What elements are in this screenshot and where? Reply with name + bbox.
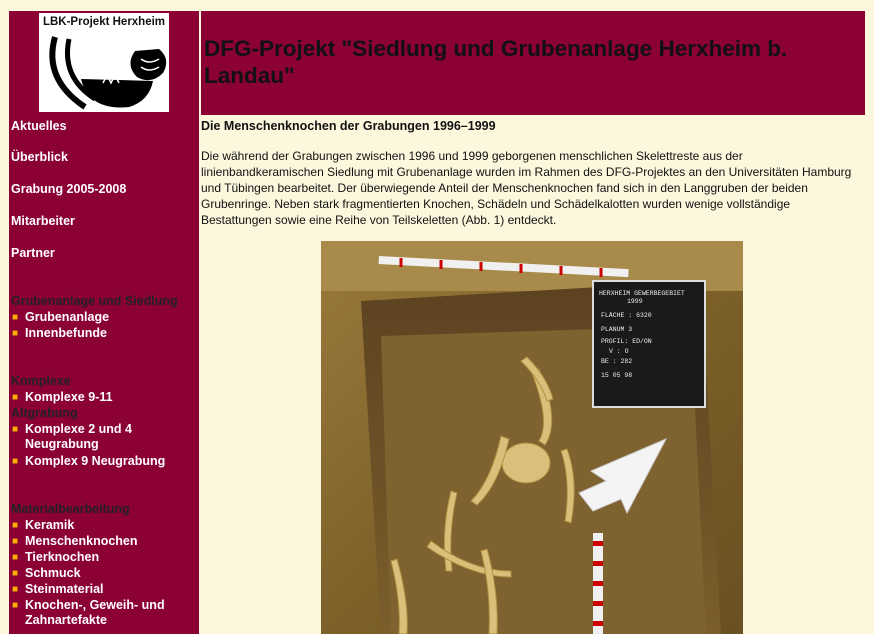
page-title: DFG-Projekt "Siedlung und Grubenanlage Herxheim b. Landau" (204, 36, 788, 88)
bullet-icon: ■ (12, 312, 19, 323)
board-line-1: HERXHEIM GEWERBEGEBIET (599, 290, 685, 297)
section-heading-grubenanlage-siedlung: Grubenanlage und Siedlung (11, 294, 178, 308)
nav-link-aktuelles[interactable]: Aktuelles (11, 119, 67, 133)
bullet-icon: ■ (12, 520, 19, 531)
sub-link-keramik[interactable]: Keramik (25, 518, 75, 532)
nav-link-mitarbeiter[interactable]: Mitarbeiter (11, 214, 75, 228)
sub-link-schmuck[interactable]: Schmuck (25, 566, 81, 580)
excavation-photo (321, 241, 743, 634)
logo-text: LBK-Projekt Herxheim (42, 16, 166, 28)
content-heading: Die Menschenknochen der Grabungen 1996–1999 (201, 119, 496, 133)
sub-link-steinmaterial[interactable]: Steinmaterial (25, 582, 104, 596)
bullet-icon: ■ (12, 328, 19, 339)
sidebar (9, 115, 199, 634)
bullet-icon: ■ (12, 552, 19, 563)
board-line-7: BE : 282 (601, 358, 633, 365)
board-line-6: V : O (609, 348, 629, 355)
logo-cell (9, 11, 199, 115)
header-title-cell (201, 11, 865, 115)
sub-link-komplex-9-neugrabung[interactable]: Komplex 9 Neugrabung (25, 454, 166, 468)
bullet-icon: ■ (12, 600, 19, 611)
project-logo[interactable] (39, 13, 169, 112)
sub-link-knochen-artefakte[interactable]: Knochen-, Geweih- und Zahnartefakte (25, 598, 165, 627)
board-line-5: PROFIL: ED/ON (601, 338, 652, 345)
bullet-icon: ■ (12, 584, 19, 595)
pottery-logo-icon (39, 29, 169, 112)
sub-link-tierknochen[interactable]: Tierknochen (25, 550, 100, 564)
sub-link-grubenanlage[interactable]: Grubenanlage (25, 310, 110, 324)
bullet-icon: ■ (12, 568, 19, 579)
board-line-4: PLANUM 3 (601, 326, 633, 333)
bullet-icon: ■ (12, 536, 19, 547)
board-line-8: 15 05 98 (601, 372, 633, 379)
bullet-icon: ■ (12, 456, 19, 467)
section-heading-komplexe: Komplexe (11, 374, 71, 388)
sub-link-komplexe-2-4[interactable]: Komplexe 2 und 4 Neugrabung (25, 422, 132, 451)
board-line-2: 1999 (627, 298, 643, 305)
bullet-icon: ■ (12, 424, 19, 435)
sub-link-innenbefunde[interactable]: Innenbefunde (25, 326, 107, 340)
section-heading-materialbearbeitung: Materialbearbeitung (11, 502, 130, 516)
bullet-icon: ■ (12, 392, 19, 403)
nav-link-ueberblick[interactable]: Überblick (11, 150, 68, 164)
nav-link-partner[interactable]: Partner (11, 246, 55, 260)
excavation-photo-image (321, 241, 743, 634)
sub-link-komplexe-9-11[interactable]: Komplexe 9-11 (25, 390, 113, 404)
board-line-3: FLÄCHE : 6320 (601, 312, 652, 319)
section-heading-altgrabung: Altgrabung (11, 406, 78, 420)
content-paragraph: Die während der Grabungen zwischen 1996 und 1999 geborgenen menschlichen Skelettreste aus der linienbandkeramischen Siedlung mit Grubenanlage wurden im Rahmen des DFG-Projektes an den Universitäten Hamburg und Tübingen bearbeitet. Der überwiegende Anteil der Menschenknochen fand sich in den Langgruben der beiden Grubenringe. Neben stark fragmentierten Knochen, Schädeln und Schädelkalotten wurden wenige vollständige Bestattungen sowie eine Reihe von Teilskeletten (Abb. 1) entdeckt. (201, 149, 852, 227)
sub-link-menschenknochen[interactable]: Menschenknochen (25, 534, 138, 548)
nav-link-grabung[interactable]: Grabung 2005-2008 (11, 182, 127, 196)
